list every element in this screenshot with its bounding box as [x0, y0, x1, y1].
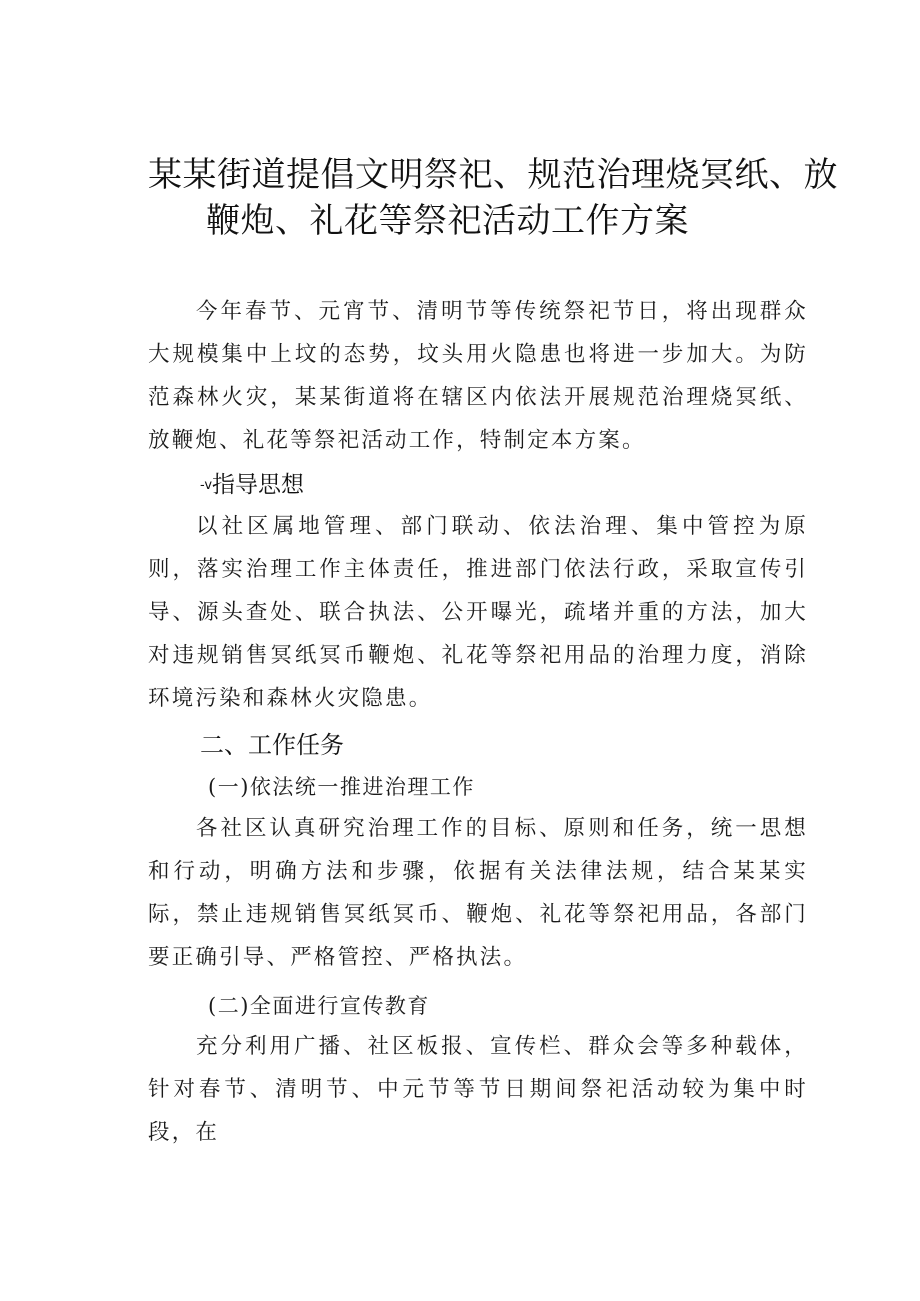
subsection-1-heading: (一)依法统一推进治理工作 — [208, 775, 475, 799]
section-2-heading: 二、工作任务 — [200, 731, 344, 759]
section-1-heading — [200, 466, 304, 499]
subsection-2-paragraph: 充分利用广播、社区板报、宣传栏、群众会等多种载体，针对春节、清明节、中元节等节日期间祭祀活动较为集中时段，在 — [148, 1034, 808, 1145]
subsection-2-heading: (二)全面进行宣传教育 — [208, 994, 430, 1018]
intro-paragraph: 今年春节、元宵节、清明节等传统祭祀节日，将出现群众大规模集中上坟的态势，坟头用火隐患也将进一步加大。为防范森林火灾，某某街道将在辖区内依法开展规范治理烧冥纸、放鞭炮、礼花等祭祀活动工作，特制定本方案。 — [148, 299, 808, 453]
section-1-prefix: -v — [200, 478, 213, 493]
title-line-2: 鞭炮、礼花等祭祀活动工作方案 — [206, 201, 689, 241]
section-1-title: 指导思想 — [212, 472, 305, 498]
title-line-1: 某某街道提倡文明祭祀、规范治理烧冥纸、放 — [148, 155, 838, 195]
subsection-1-paragraph: 各社区认真研究治理工作的目标、原则和任务，统一思想和行动，明确方法和步骤，依据有关法律法规，结合某某实际，禁止违规销售冥纸冥币、鞭炮、礼花等祭祀用品，各部门要正确引导、严格管控、严格执法。 — [148, 816, 808, 970]
section-1-paragraph: 以社区属地管理、部门联动、依法治理、集中管控为原则，落实治理工作主体责任，推进部门依法行政，采取宣传引导、源头查处、联合执法、公开曝光，疏堵并重的方法，加大对违规销售冥纸冥币鞭炮、礼花等祭祀用品的治理力度，消除环境污染和森林火灾隐患。 — [148, 514, 808, 711]
